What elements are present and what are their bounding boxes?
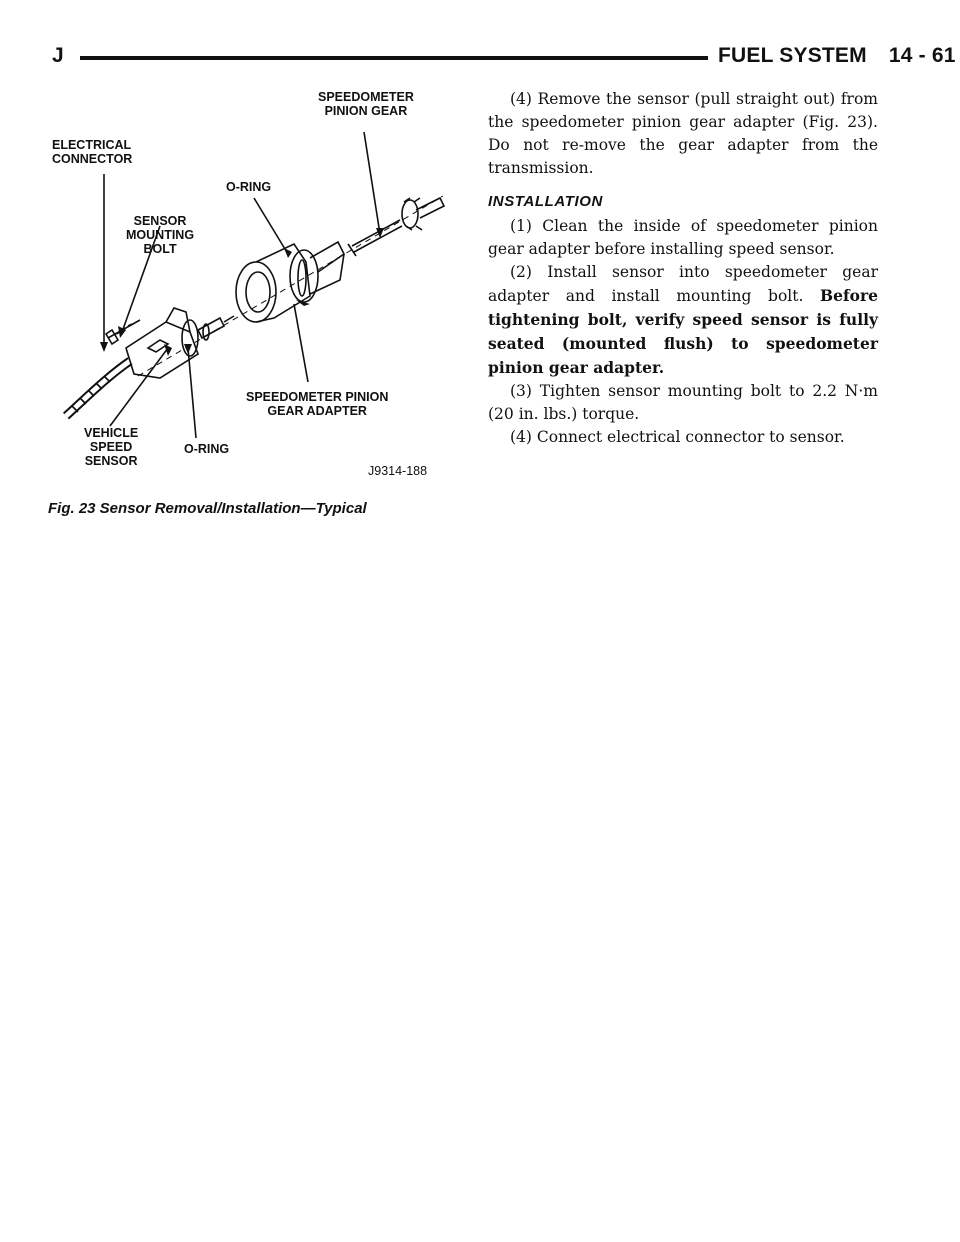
body-text [488, 88, 878, 449]
figure-code: J9314-188 [368, 464, 428, 478]
header-rule [80, 56, 708, 60]
section-letter: J [52, 44, 64, 67]
install-step-2-text: (2) Install sensor into speedometer gear adapter and install mounting bolt. [488, 263, 878, 305]
chapter-title: FUEL SYSTEM [718, 44, 867, 67]
sensor-diagram [48, 86, 468, 486]
label-sensor-mounting-bolt: SENSOR MOUNTING BOLT [126, 214, 195, 256]
installation-heading: INSTALLATION [488, 193, 603, 210]
label-vehicle-speed-sensor: VEHICLE SPEED SENSOR [84, 426, 139, 468]
page-number: 14 - 61 [888, 44, 956, 67]
removal-step-4: (4) Remove the sensor (pull straight out) from the speedometer pinion gear adapter (Fig. 23). Do not re-move the gear adapter from the transmission. [488, 90, 878, 177]
install-step-3: (3) Tighten sensor mounting bolt to 2.2 N·m (20 in. lbs.) torque. [488, 382, 878, 423]
label-electrical-connector: ELECTRICAL CONNECTOR [52, 138, 133, 166]
running-header [718, 44, 956, 68]
install-step-1: (1) Clean the inside of speedometer pinion gear adapter before installing speed sensor. [488, 217, 878, 258]
install-step-4: (4) Connect electrical connector to sensor. [510, 428, 845, 446]
install-step-2 [488, 261, 878, 380]
label-speedometer-pinion-gear: SPEEDOMETER PINION GEAR [318, 90, 414, 118]
label-o-ring-bottom: O-RING [184, 442, 230, 456]
install-step-2-warning: Before tightening bolt, verify speed sensor is fully seated (mounted flush) to speedometer pinion gear adapter. [488, 286, 878, 377]
label-speedometer-pinion-gear-adapter: SPEEDOMETER PINION GEAR ADAPTER [246, 390, 389, 418]
label-o-ring-top: O-RING [226, 180, 272, 194]
figure-caption: Fig. 23 Sensor Removal/Installation—Typical [48, 500, 367, 517]
